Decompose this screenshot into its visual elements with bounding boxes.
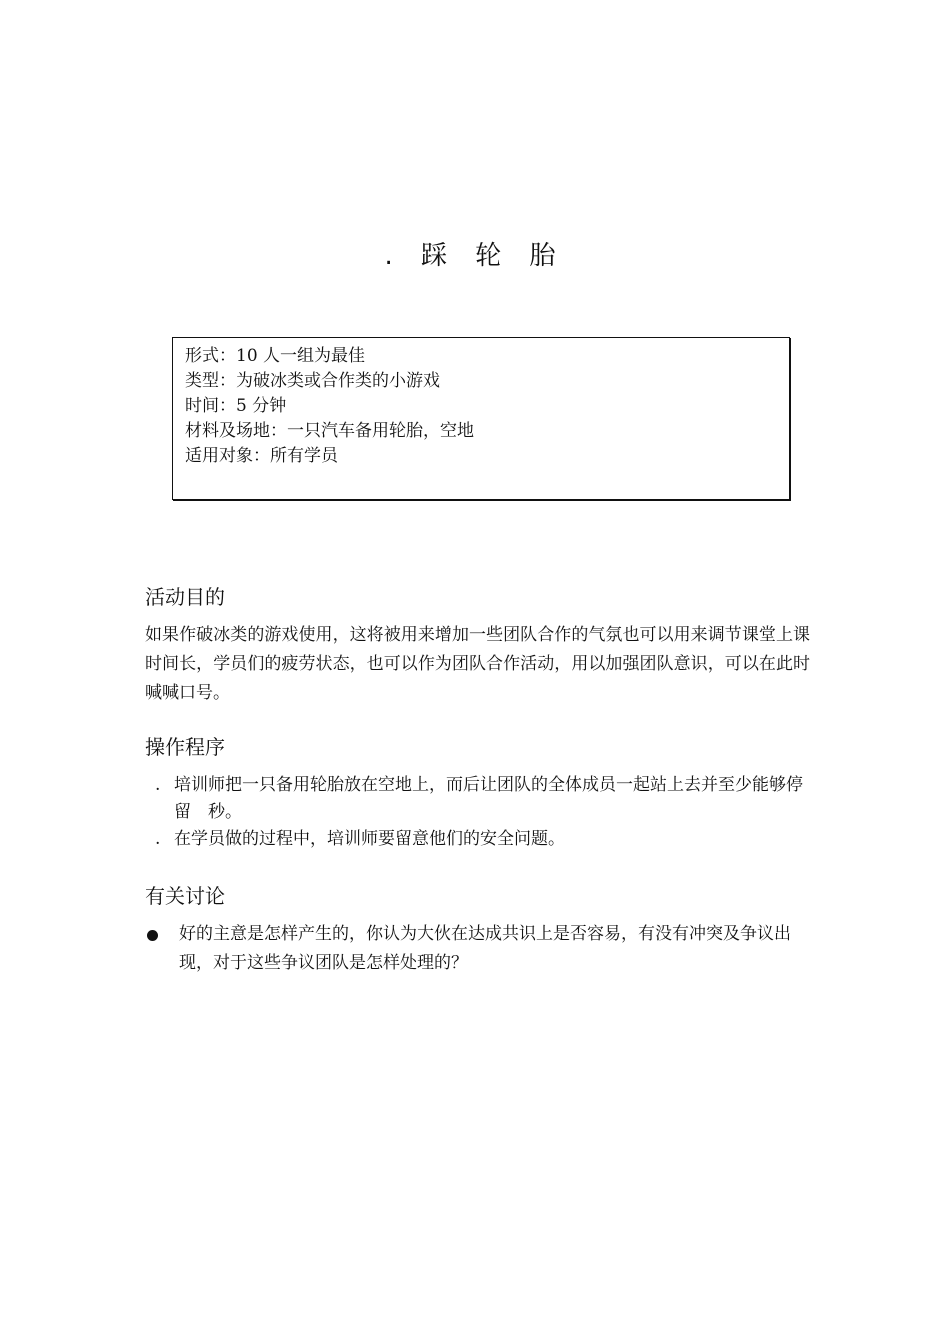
section-heading-purpose: 活动目的 bbox=[145, 585, 225, 609]
procedure-item bbox=[145, 772, 810, 826]
procedure-item-text: 在学员做的过程中，培训师要留意他们的安全问题。 bbox=[174, 829, 565, 849]
section-heading-discussion: 有关讨论 bbox=[145, 884, 225, 908]
info-row-format: 形式：10 人一组为最佳 bbox=[185, 346, 366, 366]
discussion-list bbox=[145, 920, 810, 978]
info-box bbox=[172, 337, 790, 500]
procedure-item bbox=[145, 826, 810, 853]
procedure-item-marker: . bbox=[155, 829, 161, 849]
procedure-item-marker: . bbox=[155, 775, 161, 795]
section-heading-procedure: 操作程序 bbox=[145, 735, 225, 759]
purpose-paragraph: 如果作破冰类的游戏使用，这将被用来增加一些团队合作的气氛也可以用来调节课堂上课时间长，学员们的疲劳状态，也可以作为团队合作活动，用以加强团队意识，可以在此时喊喊口号。 bbox=[145, 625, 810, 703]
discussion-item bbox=[145, 920, 810, 978]
bullet-icon bbox=[147, 930, 158, 941]
page-title: . 踩 轮 胎 bbox=[384, 241, 566, 271]
discussion-item-text: 好的主意是怎样产生的，你认为大伙在达成共识上是否容易，有没有冲突及争议出现，对于这些争议团队是怎样处理的？ bbox=[179, 924, 791, 973]
info-row-type: 类型：为破冰类或合作类的小游戏 bbox=[185, 371, 440, 391]
info-row-audience: 适用对象：所有学员 bbox=[185, 446, 338, 466]
info-row-materials: 材料及场地：一只汽车备用轮胎，空地 bbox=[185, 421, 474, 441]
procedure-item-text: 培训师把一只备用轮胎放在空地上，而后让团队的全体成员一起站上去并至少能够停留 秒。 bbox=[174, 775, 803, 822]
info-row-time: 时间：5 分钟 bbox=[185, 396, 287, 416]
procedure-list bbox=[145, 772, 810, 853]
